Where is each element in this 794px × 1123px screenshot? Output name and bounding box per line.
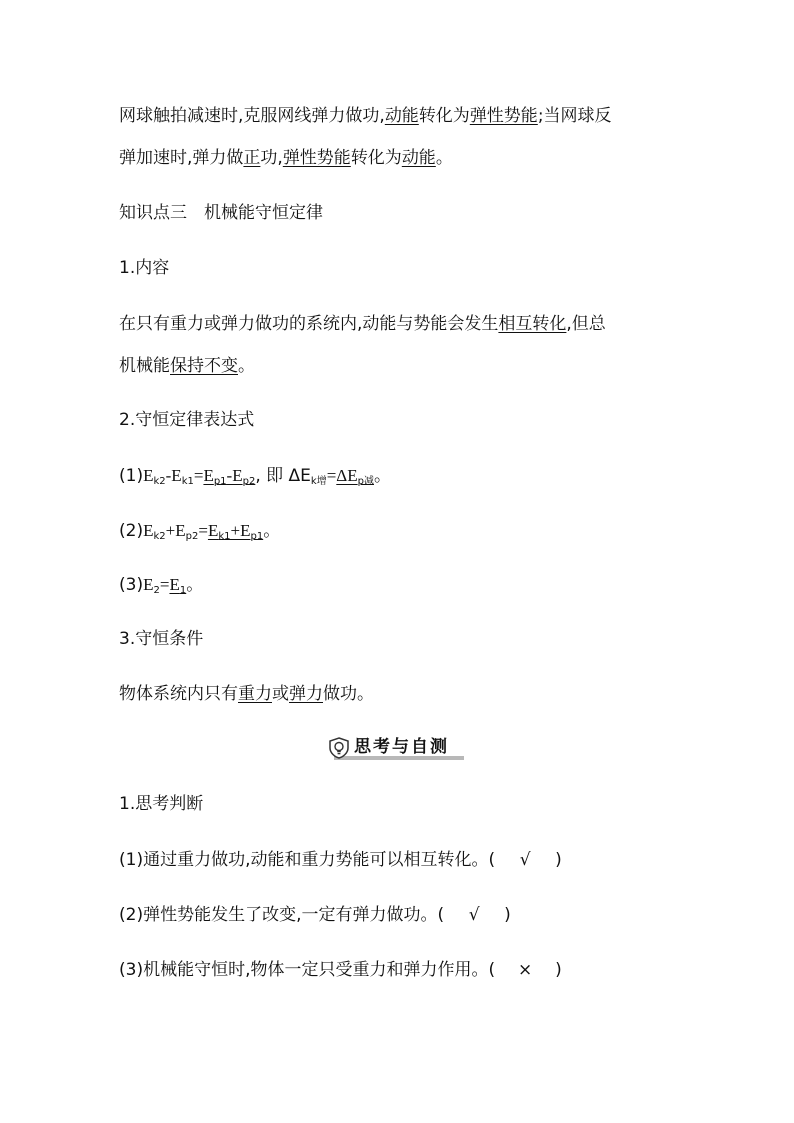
formula-subscript: p1	[213, 476, 227, 487]
formula-symbol: -E	[226, 466, 243, 485]
text: 做功。	[323, 684, 374, 704]
formula-symbol: E	[143, 466, 154, 485]
formula-subscript: p2	[242, 476, 256, 487]
formula-subscript: k2	[153, 531, 166, 542]
judge-text: (3)机械能守恒时,物体一定只受重力和弹力作用。(	[119, 960, 496, 980]
judge-close: )	[555, 960, 562, 980]
formula-equals: =	[159, 575, 170, 594]
underlined-answer: 动能	[401, 148, 436, 168]
text: 或	[272, 684, 289, 704]
expression-3	[119, 573, 734, 597]
condition-line	[119, 682, 734, 706]
underlined-answer: 弹力	[289, 684, 323, 704]
text: 。	[435, 148, 453, 168]
formula-symbol: E	[143, 521, 154, 540]
formula-subscript: k2	[153, 476, 166, 487]
formula-subscript: p1	[250, 531, 264, 542]
subheading-condition: 3.守恒条件	[119, 629, 204, 649]
formula-subscript: k增	[310, 476, 327, 487]
paragraph-line-1	[119, 104, 734, 128]
check-mark: √	[468, 905, 480, 925]
banner-title: 思考与自测	[354, 737, 449, 757]
formula-equals: =	[193, 466, 204, 485]
text: 在只有重力或弹力做功的系统内,动能与势能会发生	[119, 314, 499, 334]
underlined-answer	[336, 466, 374, 486]
formula-symbol: E	[207, 521, 219, 540]
text: 。	[186, 575, 204, 595]
underlined-answer: 弹性势能	[282, 148, 351, 168]
judge-title: 1.思考判断	[119, 794, 204, 814]
formula-equals: =	[326, 466, 337, 485]
formula-subscript: k1	[181, 476, 194, 487]
text: 功,	[260, 148, 283, 168]
think-and-test-banner	[328, 735, 464, 761]
underlined-answer	[169, 575, 186, 595]
text: 网球触拍减速时,克服网线弹力做功,	[119, 106, 385, 126]
judge-close: )	[504, 905, 511, 925]
underlined-answer	[203, 466, 255, 486]
formula-symbol: E	[143, 575, 154, 594]
underlined-answer: 重力	[238, 684, 272, 704]
formula-equals: =	[198, 521, 208, 540]
expression-1	[119, 464, 734, 488]
expression-2	[119, 519, 734, 543]
underlined-answer	[208, 521, 263, 541]
judge-text: (2)弹性势能发生了改变,一定有弹力做功。(	[119, 905, 445, 925]
formula-subscript: p减	[357, 476, 374, 487]
formula-symbol: E	[203, 466, 214, 485]
judge-text: (1)通过重力做功,动能和重力势能可以相互转化。(	[119, 850, 496, 870]
text: 弹加速时,弹力做	[119, 148, 244, 168]
judge-item-3	[119, 958, 734, 982]
judge-item-2	[119, 903, 734, 927]
underlined-answer: 弹性势能	[469, 106, 538, 126]
judge-close: )	[555, 850, 562, 870]
underlined-answer: 动能	[384, 106, 419, 126]
cross-mark: ×	[518, 960, 533, 980]
underlined-answer: 正	[243, 148, 261, 168]
text: 物体系统内只有	[119, 684, 238, 704]
subheading-expression: 2.守恒定律表达式	[119, 410, 255, 430]
text: 。	[373, 466, 391, 486]
subheading-content: 1.内容	[119, 258, 170, 278]
text: 。	[263, 521, 281, 541]
formula-subscript: 1	[179, 585, 187, 596]
section-title: 知识点三 机械能守恒定律	[119, 203, 323, 223]
paragraph-line-2	[119, 146, 734, 170]
underlined-answer: 保持不变	[170, 356, 238, 376]
formula-subscript: p2	[185, 531, 199, 542]
underlined-answer: 相互转化	[498, 314, 567, 334]
item-number: (2)	[119, 521, 144, 541]
formula-symbol: -E	[165, 466, 182, 485]
bulb-badge-icon	[328, 737, 350, 759]
content-line-1	[119, 312, 734, 336]
formula-symbol: +E	[165, 521, 186, 540]
item-number: (3)	[119, 575, 144, 595]
text: 转化为	[418, 106, 470, 126]
formula-symbol: E	[169, 575, 180, 594]
formula-symbol: ΔE	[336, 466, 358, 485]
item-number: (1)	[119, 466, 144, 486]
formula-subscript: 2	[153, 585, 160, 596]
text: , 即 ΔE	[255, 466, 311, 486]
check-mark: √	[519, 850, 531, 870]
text: 转化为	[350, 148, 402, 168]
text: 。	[238, 356, 255, 376]
formula-subscript: k1	[218, 531, 231, 542]
judge-item-1	[119, 848, 734, 872]
content-line-2	[119, 354, 734, 378]
text: 机械能	[119, 356, 170, 376]
text: ,但总	[566, 314, 606, 334]
text: ;当网球反	[537, 106, 612, 126]
formula-symbol: +E	[230, 521, 251, 540]
